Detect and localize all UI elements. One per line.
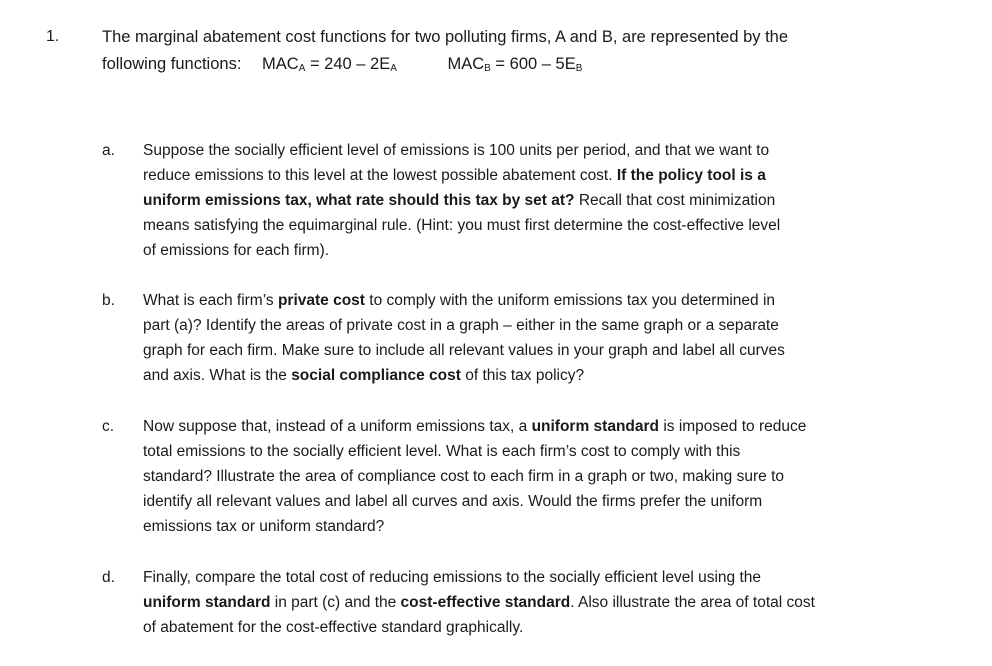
part-c-line: identify all relevant values and label all curves and axis. Would the firms prefer the uniform [143,493,763,510]
part-c-text [143,414,951,539]
part-b-bold-segment: private cost [277,292,365,309]
part-a-line: means satisfying the equimarginal rule. (Hint: you must first determine the cost-effective level [143,217,781,234]
part-d [102,565,952,640]
stem-line-2 [102,51,962,80]
formula-a-expression: = 240 – 2E [305,55,391,73]
part-c-line: total emissions to the socially efficient level. What is each firm’s cost to comply with this [143,443,741,460]
formula-a-subscript: A [298,63,306,74]
part-c-text-segment: Now suppose that, instead of a uniform emissions tax, a [143,418,532,435]
part-c-bold-segment: uniform standard [531,418,660,435]
part-b-line: part (a)? Identify the areas of private cost in a graph – either in the same graph or a separate [143,317,779,334]
part-c-text-segment: is imposed to reduce [659,418,807,435]
part-a-text-segment: reduce emissions to this level at the lowest possible abatement cost. [143,167,617,184]
part-a [102,138,952,263]
formula-a-e-subscript: A [390,63,397,74]
part-a-text [143,138,951,263]
formula-mac-a [262,51,397,80]
part-b [102,288,952,388]
stem-functions-prefix: following functions: [102,55,242,73]
part-a-text-segment: Recall that cost minimization [574,192,776,209]
part-a-line [143,163,951,188]
formula-a-mac: MAC [262,55,299,73]
part-b-text-segment: to comply with the uniform emissions tax you determined in [364,292,776,309]
question-stem [102,24,962,80]
part-d-label: d. [102,569,115,586]
part-d-text [143,565,951,640]
part-d-text-segment: in part (c) and the [270,594,401,611]
part-c-line: standard? Illustrate the area of compliance cost to each firm in a graph or two, making sure to [143,468,784,485]
part-c [102,414,952,539]
stem-line-1: The marginal abatement cost functions for two polluting firms, A and B, are represented by the [102,28,789,46]
part-d-bold-segment: cost-effective standard [400,594,571,611]
part-b-label: b. [102,292,115,309]
part-b-text-segment: and axis. What is the [143,367,292,384]
part-b-text-segment: of this tax policy? [460,367,585,384]
part-d-line: Finally, compare the total cost of reducing emissions to the socially efficient level using the [143,569,762,586]
part-c-line [143,414,951,439]
formula-b-subscript: B [484,63,491,74]
part-a-bold-segment: If the policy tool is a [616,167,766,184]
question-number: 1. [46,28,60,45]
formula-b-expression: = 600 – 5E [490,55,576,73]
part-d-line: of abatement for the cost-effective standard graphically. [143,619,524,636]
formula-mac-b [448,51,583,80]
part-b-line [143,363,951,388]
part-c-line: emissions tax or uniform standard? [143,518,385,535]
formula-b-mac: MAC [447,55,485,73]
part-b-bold-segment: social compliance cost [291,367,461,384]
part-a-bold-segment: uniform emissions tax, what rate should this tax by set at? [143,192,575,209]
formula-b-e-subscript: B [575,63,583,74]
part-a-line: Suppose the socially efficient level of emissions is 100 units per period, and that we want to [143,142,770,159]
part-a-line: of emissions for each firm). [143,242,330,259]
part-d-line [143,590,951,615]
part-d-bold-segment: uniform standard [143,594,271,611]
part-b-line: graph for each firm. Make sure to include all relevant values in your graph and label all curves [143,342,785,359]
part-d-text-segment: . Also illustrate the area of total cost [570,594,815,611]
part-a-label: a. [102,142,115,159]
part-b-text-segment: What is each firm’s [143,292,278,309]
part-c-label: c. [102,418,115,435]
part-b-text [143,288,951,388]
part-a-line [143,188,951,213]
part-b-line [143,288,951,313]
